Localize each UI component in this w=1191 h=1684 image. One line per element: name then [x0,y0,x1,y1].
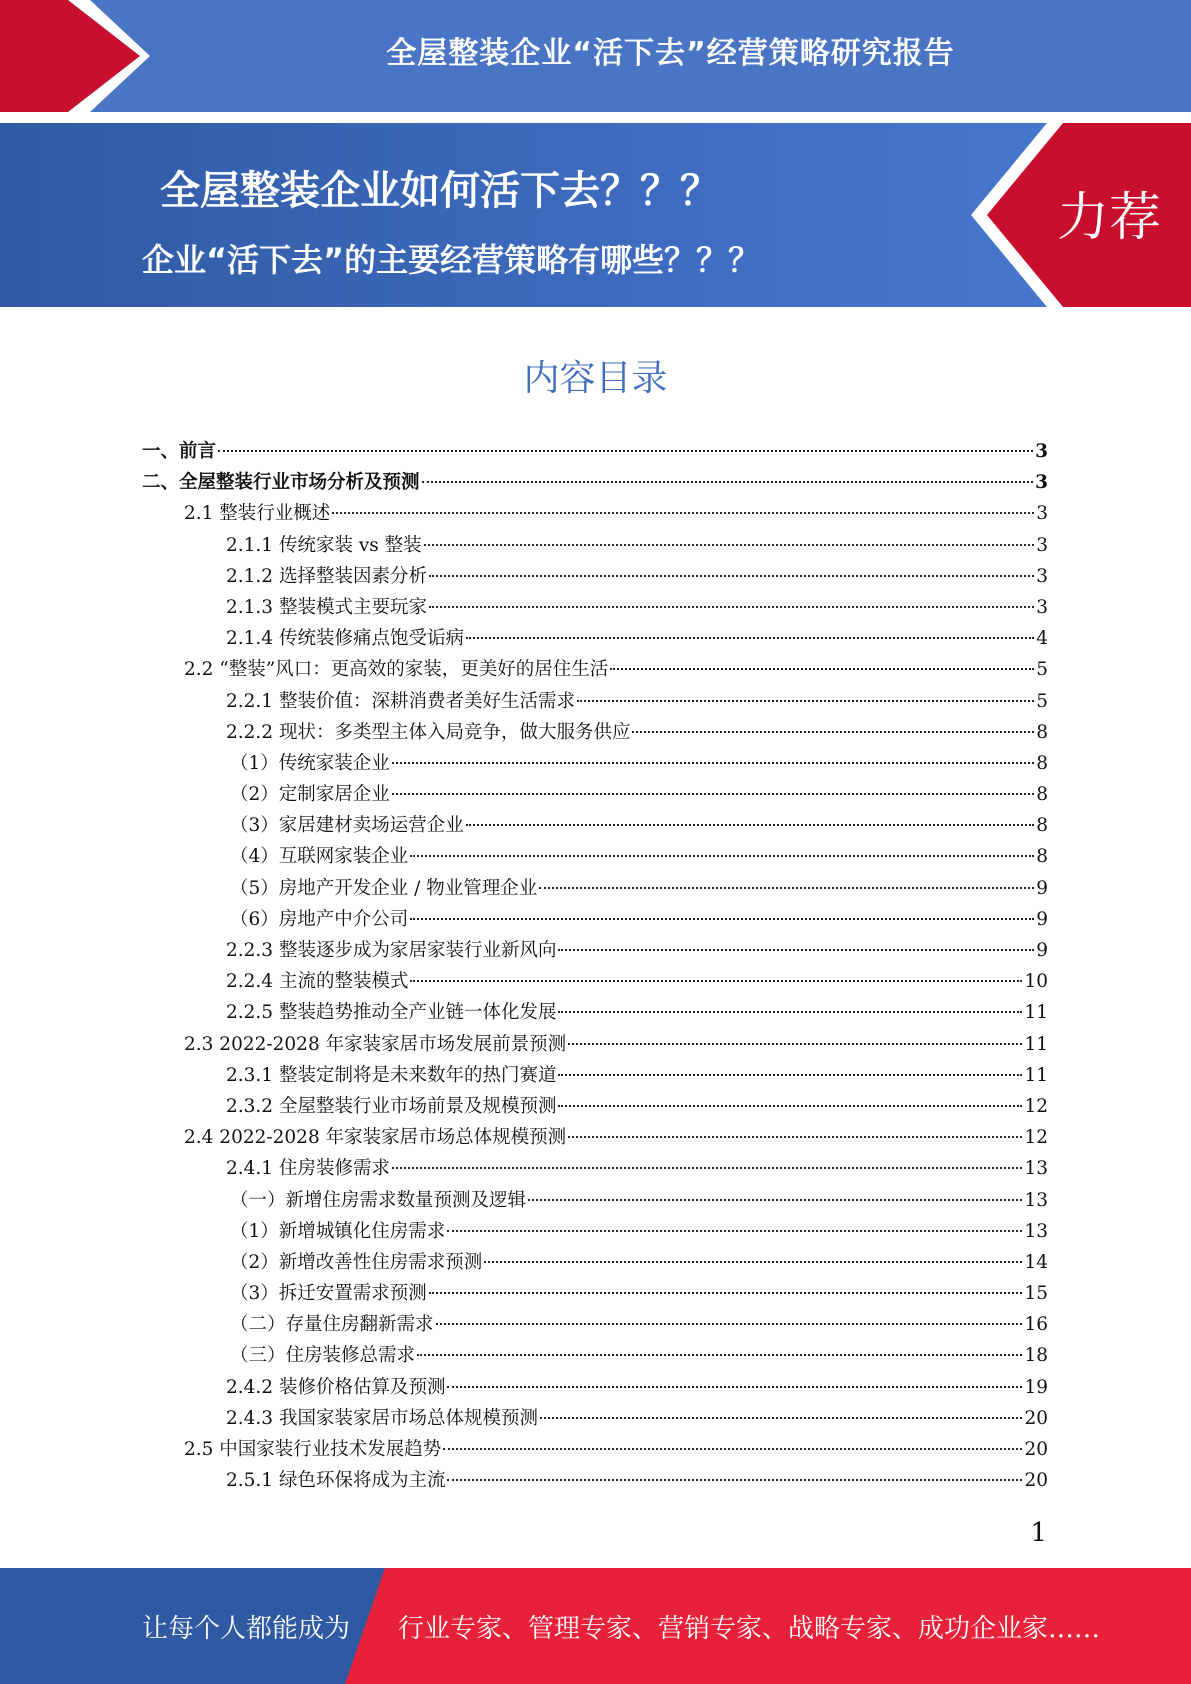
toc-entry[interactable]: （4）互联网家装企业 8 [230,846,1048,868]
toc-heading: 内容目录 [523,358,668,399]
toc-entry[interactable]: 2.4 2022-2028 年家装家居市场总体规模预测 12 [184,1127,1048,1149]
toc-entry[interactable]: 二、全屋整装行业市场分析及预测 3 [142,472,1048,494]
footer-slogan-left: 让每个人都能成为 [142,1614,351,1644]
toc-entry[interactable]: 2.5 中国家装行业技术发展趋势 20 [184,1439,1048,1460]
toc-entry[interactable]: （5）房地产开发企业 / 物业管理企业 9 [230,877,1048,899]
hero-question-1: 全屋整装企业如何活下去？？？ [160,168,720,214]
table-of-contents [142,437,1048,1497]
footer-slogan-right: 行业专家、管理专家、营销专家、战略专家、成功企业家…… [398,1614,1101,1644]
toc-entry[interactable]: 2.1.4 传统装修痛点饱受诟病 4 [226,628,1048,650]
toc-entry[interactable]: （一）新增住房需求数量预测及逻辑 13 [230,1189,1048,1211]
toc-entry[interactable]: 2.2.2 现状：多类型主体入局竞争，做大服务供应 8 [226,721,1048,743]
hero-question-2: 企业“活下去”的主要经营策略有哪些？？？ [142,241,761,279]
toc-entry[interactable]: 2.4.1 住房装修需求 13 [226,1158,1048,1180]
toc-entry[interactable]: 2.5.1 绿色环保将成为主流 20 [226,1470,1048,1492]
toc-entry[interactable]: （2）新增改善性住房需求预测 14 [230,1251,1048,1273]
toc-entry[interactable]: 一、前言 3 [142,441,1048,462]
toc-entry[interactable]: 2.3.1 整装定制将是未来数年的热门赛道 11 [226,1064,1048,1086]
red-arrow-shape [0,0,150,112]
toc-entry[interactable]: （三）住房装修总需求 18 [230,1345,1048,1367]
top-banner [0,0,1191,112]
toc-entry[interactable]: （1）新增城镇化住房需求 13 [230,1220,1048,1242]
toc-entry[interactable]: （6）房地产中介公司 9 [230,908,1048,930]
toc-entry[interactable]: 2.3.2 全屋整装行业市场前景及规模预测 12 [226,1095,1048,1117]
hero-banner [0,123,1191,307]
toc-entry[interactable]: 2.3 2022-2028 年家装家居市场发展前景预测 11 [184,1033,1048,1055]
toc-entry[interactable]: （二）存量住房翻新需求 16 [230,1314,1048,1336]
recommend-badge: 力荐 [1056,188,1161,248]
toc-entry[interactable]: 2.4.3 我国家装家居市场总体规模预测 20 [226,1407,1048,1429]
footer-banner [0,1568,1191,1684]
toc-entry[interactable]: 2.4.2 装修价格估算及预测 19 [226,1376,1048,1398]
toc-entry[interactable]: （3）拆迁安置需求预测 15 [230,1283,1048,1305]
toc-entry[interactable]: 2.2.5 整装趋势推动全产业链一体化发展 11 [226,1002,1048,1024]
toc-entry[interactable]: 2.2.3 整装逐步成为家居家装行业新风向 9 [226,940,1048,961]
toc-entry[interactable]: （1）传统家装企业 8 [230,752,1048,774]
toc-entry[interactable]: 2.2.4 主流的整装模式 10 [226,971,1048,993]
toc-entry[interactable]: 2.1.2 选择整装因素分析 3 [226,565,1048,587]
toc-entry[interactable]: （3）家居建材卖场运营企业 8 [230,815,1048,837]
toc-entry[interactable]: 2.2 “整装”风口：更高效的家装，更美好的居住生活 5 [184,659,1048,681]
toc-entry[interactable]: （2）定制家居企业 8 [230,784,1048,806]
report-title: 全屋整装企业“活下去”经营策略研究报告 [386,36,955,71]
page-number: 1 [1030,1518,1047,1548]
toc-entry[interactable]: 2.2.1 整装价值：深耕消费者美好生活需求 5 [226,690,1048,712]
toc-entry[interactable]: 2.1 整装行业概述 3 [184,503,1048,525]
toc-entry[interactable]: 2.1.1 传统家装 vs 整装 3 [226,534,1048,556]
toc-entry[interactable]: 2.1.3 整装模式主要玩家 3 [226,596,1048,618]
